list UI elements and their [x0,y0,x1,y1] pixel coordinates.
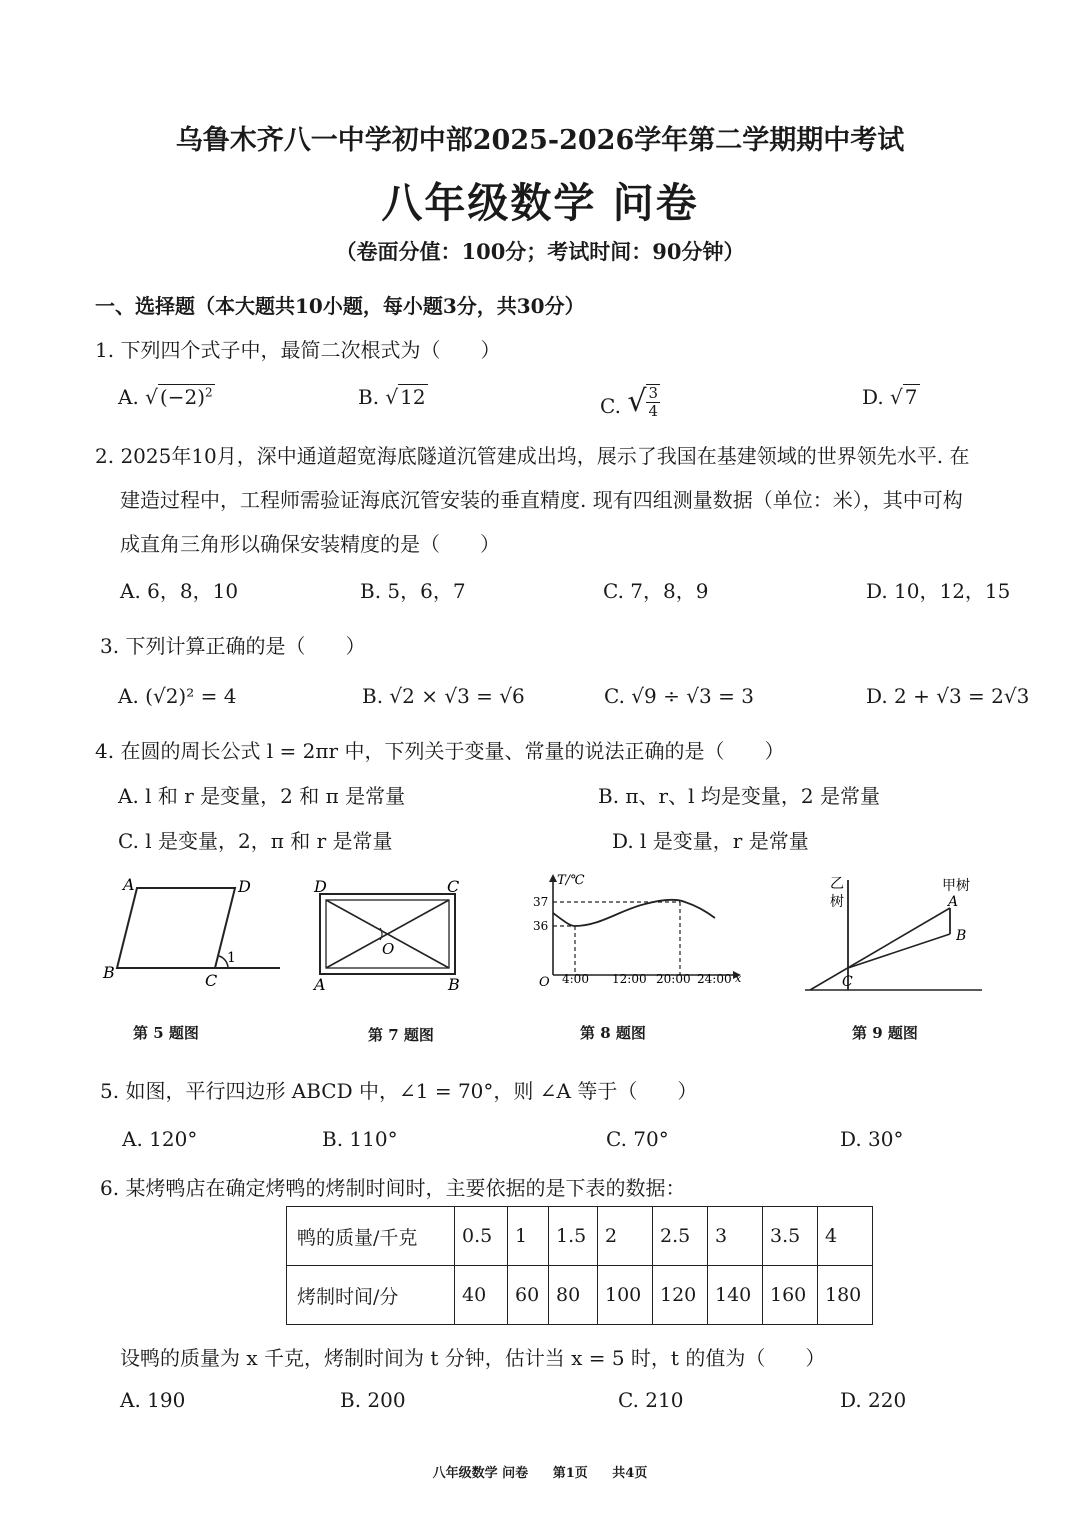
row1-header: 鸭的质量/千克 [287,1207,455,1266]
q2-line2: 建造过程中，工程师需验证海底沉管安装的垂直精度. 现有四组测量数据（单位：米），其中可构 [120,488,963,512]
fig5-label-c: C [205,971,218,990]
q3-option-d: D. 2 + √3 = 2√3 [866,684,1030,708]
fig9-label-c: C [842,974,853,990]
q2-option-b: B. 5，6，7 [360,579,466,603]
q3-stem: 3. 下列计算正确的是（ ） [100,634,366,658]
q4-option-c: C. l 是变量，2，π 和 r 是常量 [118,829,393,853]
q6-option-d: D. 220 [840,1388,907,1412]
q2-option-c: C. 7，8，9 [603,579,709,603]
fig8-label-36: 36 [533,919,549,933]
q3-option-a: A. (√2)² = 4 [118,684,237,708]
q2-option-d: D. 10，12，15 [866,579,1011,603]
fig5-label-b: B [103,963,115,982]
fig5-label-angle: 1 [227,950,236,966]
line-c-a [810,908,950,990]
q1-d-label: D. [862,385,884,409]
table-cell: 60 [508,1266,549,1325]
figure-7-rectangle [310,876,480,996]
q1-a-expr: (−2) [159,385,206,409]
footer-subject: 八年级数学 问卷 [432,1466,529,1481]
table-cell: 80 [549,1266,598,1325]
fig8-tick-12: 12:00 [612,972,647,986]
table-cell: 140 [708,1266,763,1325]
q4-option-b: B. π、r、l 均是变量，2 是常量 [598,784,880,808]
table-cell: 0.5 [455,1207,508,1266]
q6-option-b: B. 200 [340,1388,406,1412]
table-cell: 2 [598,1207,653,1266]
q1-a-sup: 2 [205,385,213,400]
section-heading: 一、选择题（本大题共10小题，每小题3分，共30分） [95,294,585,318]
table-row [287,1207,873,1266]
figure-8-temperature-graph [525,870,750,995]
table-cell: 3 [708,1207,763,1266]
q1-option-d: D. √ 7 [862,385,918,409]
table-cell: 160 [763,1266,818,1325]
fig8-x-axis-label: x [735,972,742,985]
figure-9-trees [800,872,990,997]
figure-9-caption: 第 9 题图 [852,1024,918,1042]
temperature-curve [553,900,715,926]
fig7-label-o: O [382,940,395,958]
table-cell: 3.5 [763,1207,818,1266]
paper-title: 八年级数学 问卷 [381,179,699,227]
q2-line1: 2. 2025年10月，深中通道超宽海底隧道沉管建成出坞，展示了我国在基建领域的世界领先水平. 在 [95,444,970,468]
table-cell: 40 [455,1266,508,1325]
fig7-label-d: D [314,877,327,896]
table-cell: 180 [818,1266,873,1325]
parallelogram-abcd [117,888,235,968]
q1-a-label: A. [118,385,139,409]
q1-stem: 1. 下列四个式子中，最简二次根式为（ ） [95,338,501,362]
q4-option-a: A. l 和 r 是变量，2 和 π 是常量 [118,784,406,808]
q5-option-b: B. 110° [322,1127,398,1151]
q1-option-c: C. √ $\frac{3}{4}$ [600,383,658,420]
table-cell: 4 [818,1207,873,1266]
fig9-tree-b-1: 乙 [830,876,844,892]
page-footer [0,1462,1080,1481]
fig7-label-c: C [447,877,460,896]
figure-5-caption: 第 5 题图 [133,1024,199,1042]
q6-data-table [286,1206,873,1325]
fig8-tick-20: 20:00 [656,972,691,986]
fig9-tree-b-2: 树 [830,894,844,910]
fig5-label-d: D [238,877,251,896]
fig7-label-b: B [448,975,460,994]
q3-option-b: B. √2 × √3 = √6 [362,684,525,708]
q5-option-c: C. 70° [606,1127,669,1151]
fig9-tree-a: 甲树 [942,878,970,894]
q1-c-den: 4 [648,401,658,420]
fig8-tick-4: 4:00 [562,972,589,986]
fig8-origin: O [539,975,550,990]
table-cell: 1 [508,1207,549,1266]
figure-8-caption: 第 8 题图 [580,1024,646,1042]
q4-stem: 4. 在圆的周长公式 l = 2πr 中，下列关于变量、常量的说法正确的是（ ） [95,739,785,763]
fig8-tick-24: 24:00 [697,972,732,986]
fig9-label-a: A [948,894,959,910]
q1-b-label: B. [358,385,380,409]
school-line: 乌鲁木齐八一中学初中部2025-2026学年第二学期期中考试 [175,125,905,156]
q5-stem: 5. 如图，平行四边形 ABCD 中，∠1 = 70°，则 ∠A 等于（ ） [100,1079,698,1103]
fig5-label-a: A [123,875,135,894]
table-cell: 1.5 [549,1207,598,1266]
y-axis-arrow [549,874,557,882]
q4-option-d: D. l 是变量，r 是常量 [612,829,809,853]
fig8-y-axis-label: T/℃ [557,873,585,888]
q1-b-expr: 12 [400,385,426,409]
q1-d-expr: 7 [904,385,918,409]
q6-stem: 6. 某烤鸭店在确定烤鸭的烤制时间时，主要依据的是下表的数据： [100,1176,686,1200]
table-cell: 120 [653,1266,708,1325]
exam-info: （卷面分值：100分；考试时间：90分钟） [335,239,745,264]
q1-option-a: A. √ $(-2)^2$ [118,385,213,409]
q2-line3: 成直角三角形以确保安装精度的是（ ） [120,532,500,556]
table-row [287,1266,873,1325]
table-cell: 2.5 [653,1207,708,1266]
q1-c-num: 3 [648,383,658,402]
fig9-label-b: B [956,928,967,944]
figure-7-caption: 第 7 题图 [368,1026,434,1044]
q5-option-a: A. 120° [122,1127,198,1151]
q6-option-c: C. 210 [618,1388,684,1412]
q2-option-a: A. 6，8，10 [120,579,239,603]
row2-header: 烤制时间/分 [287,1266,455,1325]
q6-follow: 设鸭的质量为 x 千克，烤制时间为 t 分钟，估计当 x = 5 时，t 的值为（ ） [120,1346,826,1370]
figure-5-parallelogram [95,872,295,1002]
q1-c-label: C. [600,394,621,418]
fig7-label-a: A [314,975,326,994]
table-cell: 100 [598,1266,653,1325]
q5-option-d: D. 30° [840,1127,904,1151]
footer-total: 共4页 [612,1466,648,1481]
fig8-label-37: 37 [533,895,549,909]
q6-option-a: A. 190 [120,1388,186,1412]
q3-option-c: C. √9 ÷ √3 = 3 [604,684,754,708]
q1-option-b: B. √ 12 [358,385,426,409]
footer-page: 第1页 [552,1466,588,1481]
line-c-b [848,934,950,968]
